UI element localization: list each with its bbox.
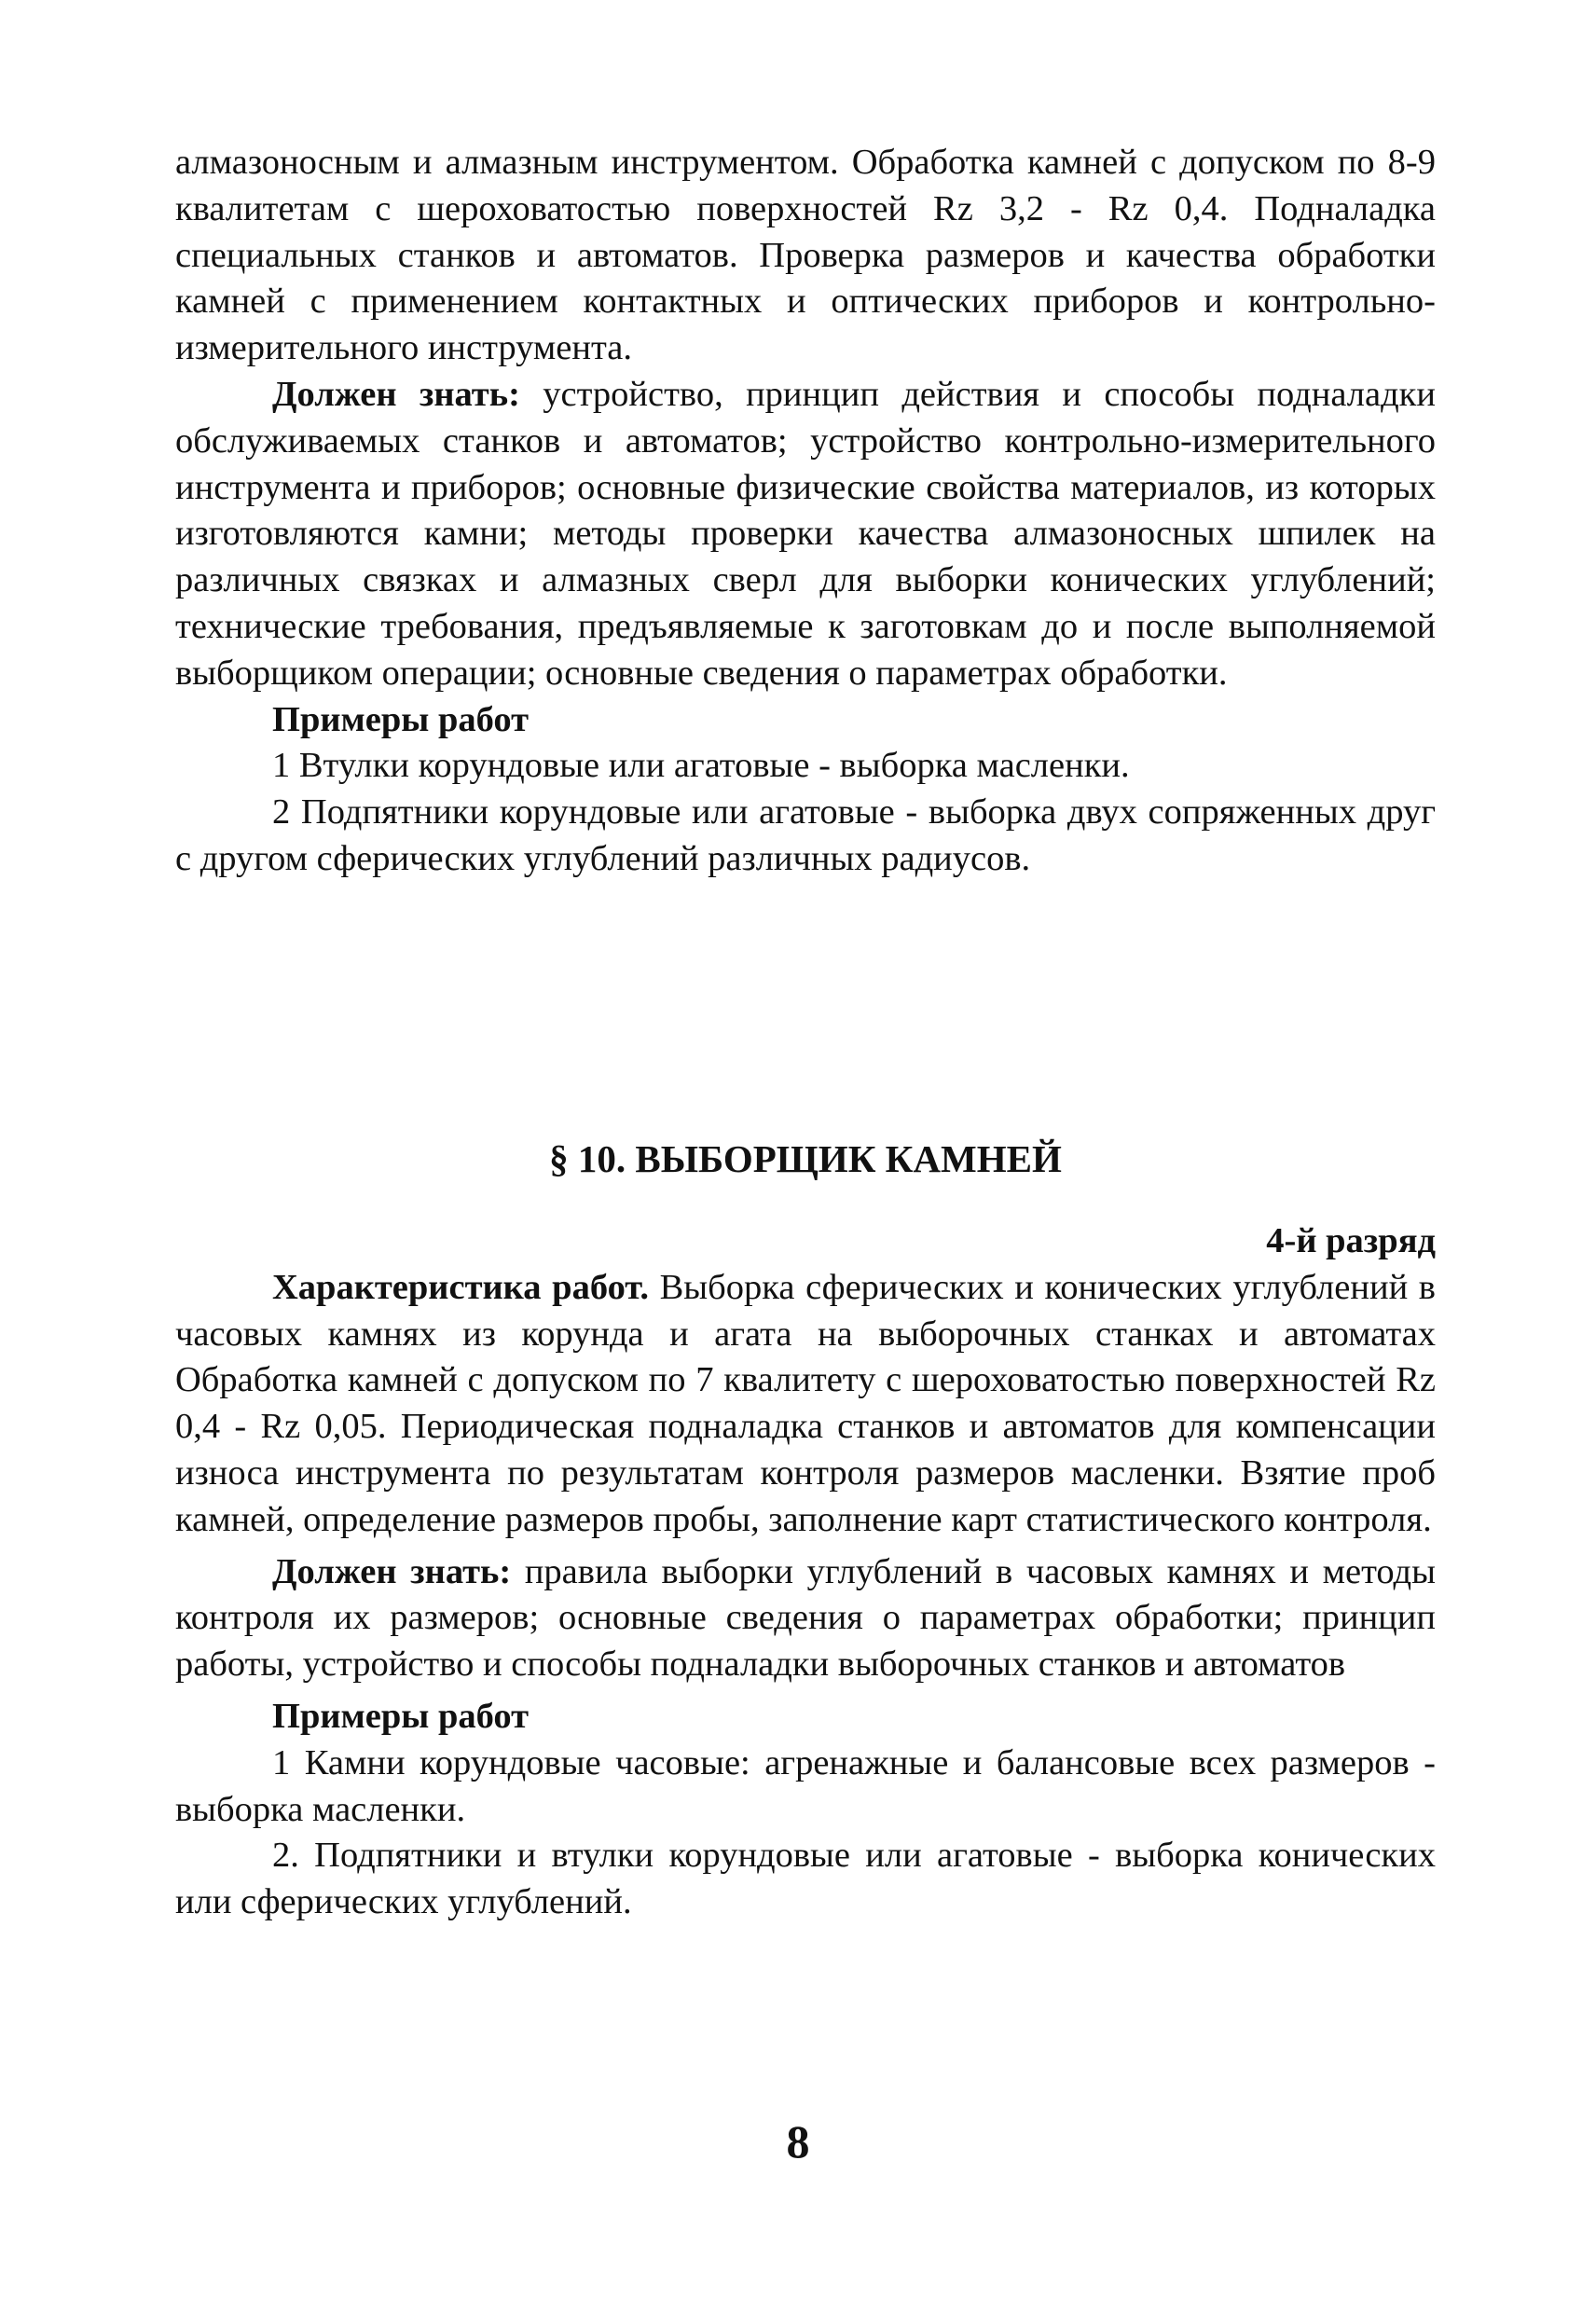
section-must-know-text: правила выборки углублений в часовых камнях и методы контроля их размеров; основные сведения о параметрах обработки; принцип работы, устройство и способы подналадки выборочных станков и автоматов — [175, 1551, 1436, 1685]
page-number: 8 — [786, 2115, 810, 2168]
characteristics-paragraph — [175, 1265, 1436, 1544]
section-title: § 10. ВЫБОРЩИК КАМНЕЙ — [549, 1137, 1062, 1180]
must-know-label: Должен знать: — [272, 374, 520, 414]
section-must-know-paragraph — [175, 1549, 1436, 1688]
example-item-2: 2 Подпятники корундовые или агатовые - выборка двух сопряженных друг с другом сферических углублений различных радиусов. — [175, 792, 1436, 878]
previous-section-continuation — [175, 140, 1436, 883]
section-examples-heading: Примеры работ — [272, 1696, 530, 1736]
must-know-text: устройство, принцип действия и способы подналадки обслуживаемых станков и автоматов; устройство контрольно-измерительного инструмента и приборов; основные физические свойства материалов, из которых изготовляются камни; методы проверки качества алмазоносных шпилек на различных связках и алмазных сверл для выборки конических углублений; технические требования, предъявляемые к заготовкам до и после выполняемой выборщиком операции; основные сведения о параметрах обработки. — [175, 374, 1436, 693]
example-item-1: 1 Втулки корундовые или агатовые - выборка масленки. — [272, 746, 1130, 786]
section-body — [175, 1218, 1436, 1926]
characteristics-label: Характеристика работ. — [272, 1267, 649, 1307]
continuation-paragraph: алмазоносным и алмазным инструментом. Обработка камней с допуском по 8-9 квалитетам с шероховатостью поверхностей Rz 3,2 - Rz 0,4. Подналадка специальных станков и автоматов. Проверка размеров и качества обработки камней с применением контактных и оптических приборов и контрольно-измерительного инструмента. — [175, 143, 1436, 368]
examples-heading: Примеры работ — [272, 699, 530, 739]
must-know-paragraph — [175, 372, 1436, 697]
section-example-item-1: 1 Камни корундовые часовые: агренажные и балансовые всех размеров - выборка масленки. — [175, 1742, 1436, 1829]
section-example-item-2: 2. Подпятники и втулки корундовые или агатовые - выборка конических или сферических углублений. — [175, 1836, 1436, 1922]
characteristics-text: Выборка сферических и конических углублений в часовых камнях из корунда и агата на выборочных станках и автоматах Обработка камней с допуском по 7 квалитету с шероховатостью поверхностей Rz 0,4 - Rz 0,05. Периодическая подналадка станков и автоматов для компенсации износа инструмента по результатам контроля размеров масленки. Взятие проб камней, определение размеров пробы, заполнение карт статистического контроля. — [175, 1267, 1436, 1539]
section-must-know-label: Должен знать: — [272, 1551, 512, 1591]
grade-label: 4-й разряд — [1266, 1221, 1436, 1260]
